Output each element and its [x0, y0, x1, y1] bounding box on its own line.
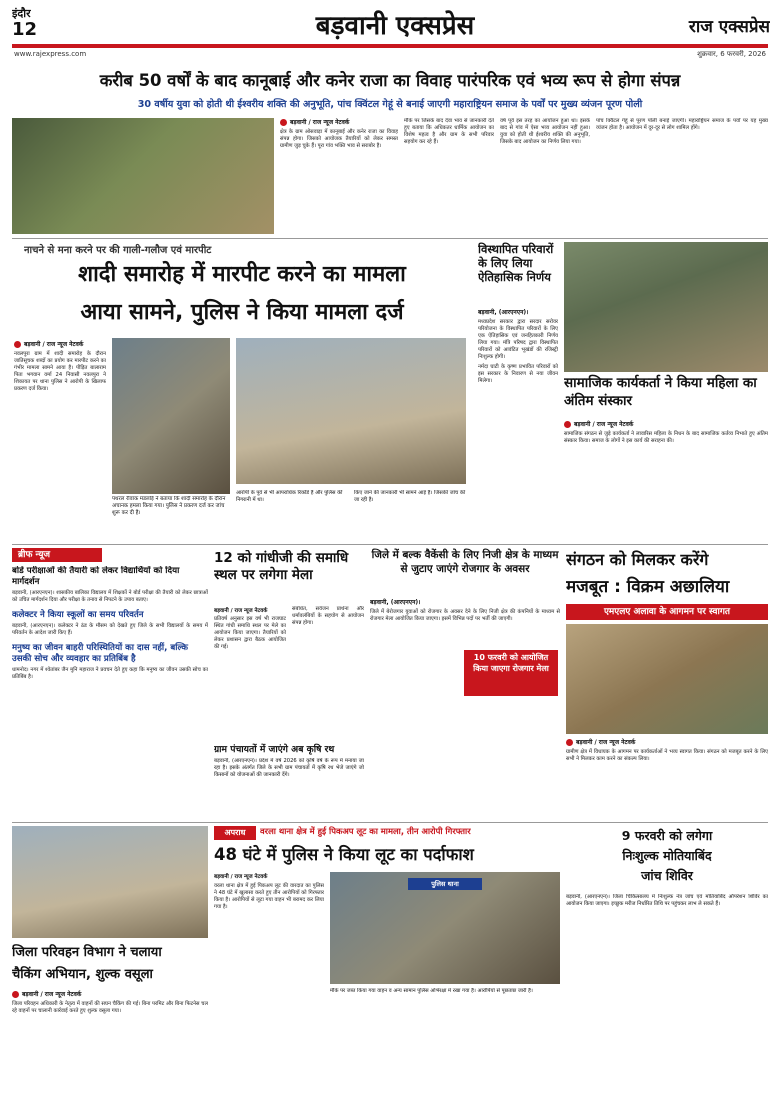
brief-t2: बड़वानी, (आरएनएन)। कलेक्टर ने ठंड के मौसम को देखते हुए जिले के सभी विद्यालयों के समय में परिवर्तन के आदेश जारी किए हैं।	[12, 623, 208, 636]
lead-text-1: क्षेत्र के ग्राम ओसवाड़ा में कानूबाई और कनेर राजा का विवाह संपन्न होगा। जिसको आयोजक तैयारियों को लेकर समस्त ग्रामीण जुड़ चुके हैं। पूरा गांव भक्ति भाव से सराबोर है।	[280, 129, 398, 149]
lead-text-3: वर्ष पूर्व इस तरह का आयोजन हुआ था। इसके बाद से गांव में ऐसा भव्य आयोजन नहीं हुआ। युवा को होती थी ईश्वरीय शक्ति की अनुभूति, जिसके बाद आयोजन का निर्णय लिया गया।	[500, 118, 590, 145]
camp-article	[370, 598, 560, 818]
lead-text-4: पांच क्विंटल गेहूं से पूरण पोली बनाई जाएगी। महाराष्ट्रियन समाज के पर्वों पर यह मुख्य व्यंजन होता है। आयोजन में दूर-दूर से लोग शामिल होंगे।	[596, 118, 768, 131]
page-number: 12	[12, 19, 38, 40]
crime-kicker: वरला थाना क्षेत्र में हुई पिकअप लूट का मामला, तीन आरोपी गिरफ्तार	[260, 826, 471, 836]
eye-headline-2: निःशुल्क मोतियाबिंद	[622, 848, 712, 863]
sangathan-subhead: एमएलए अलावा के आगमन पर स्वागत	[566, 604, 768, 620]
divider-lower	[12, 822, 768, 823]
funeral-byline: बड़वानी / राज न्यूज नेटवर्क	[564, 420, 768, 428]
gandhi-headline: 12 को गांधीजी की समाधि स्थल पर लगेगा मेला	[214, 550, 349, 583]
gandhi-byline: बड़वानी / राज न्यूज नेटवर्क	[214, 608, 268, 614]
crime-byline: बड़वानी / राज न्यूज नेटवर्क	[214, 874, 268, 880]
lead-article-col2	[404, 118, 494, 234]
camp-headline: जिले में बल्क वैकेंसी के लिए निजी क्षेत्र के माध्यम से जुटाए जाएंगे रोजगार के अवसर	[371, 549, 559, 575]
gandhi-text: प्रतिवर्ष अनुसार इस वर्ष भी राजघाट स्थित गांधी समाधि स्थल पर मेले का आयोजन किया जाएगा। तैयारियों को लेकर प्रशासन द्वारा बैठक आयोजित की गई।	[214, 616, 286, 650]
brief-column	[12, 566, 208, 818]
issue-date: शुक्रवार, 6 फरवरी, 2026	[697, 50, 766, 58]
gandhi-article-2	[292, 606, 364, 738]
fight-byline: बड़वानी / राज न्यूज नेटवर्क	[14, 340, 106, 348]
lead-article-col3	[500, 118, 590, 234]
brief-label: ब्रीफ न्यूज	[12, 548, 102, 562]
page-number-block	[12, 6, 82, 40]
lead-byline: बड़वानी / राज न्यूज नेटवर्क	[280, 118, 398, 126]
eye-headline-1: 9 फरवरी को लगेगा	[621, 828, 713, 843]
brief-t1: बड़वानी, (आरएनएन)। शासकीय बालिका विद्यालय में शिक्षकों ने बोर्ड परीक्षा की तैयारी को लेकर छात्राओं को उचित मार्गदर्शन दिया और परीक्षा के तनाव से निपटने के उपाय बताए।	[12, 590, 208, 603]
camp-text: जिले में बेरोजगार युवाओं को रोजगार के अवसर देने के लिए निजी क्षेत्र की कंपनियों के माध्यम से रोजगार मेला आयोजित किया जाएगा। इसमें विभिन्न पदों पर भर्ती की जाएगी।	[370, 609, 560, 622]
crime-text-2: मौके पर जब्त किया गया वाहन व अन्य सामान पुलिस अभिरक्षा में रखा गया है। आरोपियों से पूछताछ जारी है।	[330, 988, 533, 994]
heritage-byline: बड़वानी, (आरएनएन)।	[478, 309, 529, 316]
funeral-text: सामाजिक संगठन से जुड़े कार्यकर्ता ने लावारिस महिला के निधन के बाद सामाजिक कर्तव्य निभाते हुए अंतिम संस्कार किया। समाज के लोगों ने इस कार्य की सराहना की।	[564, 431, 768, 444]
sangathan-headline-1: संगठन को मिलकर करेंगे	[566, 550, 709, 569]
heritage-text: मध्यप्रदेश सरकार द्वारा सरदार सरोवर परियोजना के विस्थापित परिवारों के लिए एक ऐतिहासिक एवं जनहितकारी निर्णय लिया गया। मंत्रि परिषद द्वारा विस्थापित परिवारों को आवंटित भूखंडों की रजिस्ट्री निःशुल्क होगी।	[478, 319, 558, 360]
heritage-article	[478, 308, 558, 540]
camp-byline: बड़वानी, (आरएनएन)।	[370, 599, 421, 606]
fight-caption: पथरल रीवांक मंडलोई ने बताया कि शादी समारोह के दौरान अचानक हमला किया गया। पुलिस ने प्रकरण दर्ज कर जांच शुरू कर दी है।	[112, 496, 226, 516]
byline-dot-icon	[280, 119, 287, 126]
police-station-sign: पुलिस थाना	[408, 878, 482, 890]
funeral-photo	[564, 242, 768, 372]
crime-headline: 48 घंटे में पुलिस ने किया लूट का पर्दाफाश	[214, 845, 474, 864]
crime-photo	[330, 872, 560, 984]
fight-photo-2	[236, 338, 466, 484]
brief-h1: बोर्ड परीक्षाओं की तैयारी को लेकर विद्यार्थियों को दिया मार्गदर्शन	[12, 566, 180, 587]
fight-photo	[112, 338, 230, 494]
crime-tag: अपराध	[214, 826, 256, 840]
gandhi-subtext: बड़वानी, (आरएनएन)। प्रदेश में वर्ष 2026 को कृषि वर्ष के रूप में मनाया जा रहा है। इसके अंतर्गत जिले के सभी ग्राम पंचायतों में कृषि रथ भेजे जाएंगे जो किसानों को योजनाओं की जानकारी देंगे।	[214, 758, 364, 778]
section-title: बड़वानी एक्सप्रेस	[315, 11, 475, 41]
eye-headline-3: जांच शिविर	[641, 868, 693, 883]
heritage-headline: विस्थापित परिवारों के लिए लिया ऐतिहासिक निर्णय	[478, 242, 554, 284]
brief-h3: मनुष्य का जीवन बाहरी परिस्थितियों का दास नहीं, बल्कि उसकी सोच और व्यवहार का प्रतिबिंब है	[12, 643, 188, 664]
transport-text: जिला परिवहन अधिकारी के नेतृत्व में वाहनों की सघन चैकिंग की गई। बिना परमिट और बिना फिटनेस चल रहे वाहनों पर चालानी कार्रवाई करते हुए शुल्क वसूला गया।	[12, 1001, 208, 1014]
sangathan-photo	[566, 624, 768, 734]
fight-article-col1	[14, 340, 106, 536]
fight-text-2: आरोपी के पूर्व से भी आपराधिक रिकॉर्ड है और पुलिस की निगरानी में था।	[236, 490, 343, 503]
brief-t3: धामनोद। नगर में श्वेतांबर जैन मुनि महाराज ने प्रवचन देते हुए कहा कि मनुष्य का जीवन उसकी सोच का प्रतिबिंब है।	[12, 667, 208, 680]
heritage-text-2: नर्मदा घाटी के कृष्ण प्रभावित परिवारों को इस सरकार के निवारण से नया जीवन मिलेगा।	[478, 364, 558, 384]
lead-article-col1	[280, 118, 398, 234]
lead-photo-left	[12, 118, 274, 234]
gandhi-sub: ग्राम पंचायतों में जाएंगे अब कृषि रथ	[214, 744, 335, 755]
city-label: इंदौर	[12, 7, 31, 20]
crime-article	[214, 872, 324, 1098]
fight-headline-1: शादी समारोह में मारपीट करने का मामला	[78, 262, 406, 287]
sangathan-article	[566, 738, 768, 818]
transport-byline: बड़वानी / राज न्यूज नेटवर्क	[12, 990, 208, 998]
gandhi-text-2: संबंधित, सर्वजन प्रार्थना और धर्मावलंबियों के सहयोग से आयोजन संपन्न होगा।	[292, 606, 364, 626]
lead-subhead: 30 वर्षीय युवा को होती थी ईश्वरीय शक्ति की अनुभूति, पांच क्विंटल गेहूं से बनाई जाएगी महाराष्ट्रियन समाज के पर्वों पर मुख्य व्यंजन पूरण पोली	[137, 99, 643, 110]
sangathan-text: ग्रामीण क्षेत्र में विधायक के आगमन पर कार्यकर्ताओं ने भव्य स्वागत किया। संगठन को मजबूत करने के लिए सभी ने मिलकर काम करने का संकल्प लिया।	[566, 749, 768, 762]
eye-headline-block	[566, 826, 768, 890]
sangathan-byline: बड़वानी / राज न्यूज नेटवर्क	[566, 738, 768, 746]
byline-dot-icon	[566, 739, 573, 746]
lead-headline: करीब 50 वर्षों के बाद कानूबाई और कनेर राजा का विवाह पारंपरिक एवं भव्य रूप से होगा संपन्न	[99, 71, 681, 90]
transport-headline-1: जिला परिवहन विभाग ने चलाया	[12, 945, 162, 960]
divider-lead	[12, 238, 768, 239]
byline-dot-icon	[564, 421, 571, 428]
funeral-headline: सामाजिक कार्यकर्ता ने किया महिला का अंतिम संस्कार	[564, 375, 757, 409]
lead-text-2: मौके पर जिसके बाद देवा भाव से जानकारी देते हुए बताया कि अधिकतर धार्मिक आयोजन का विशेष महत्व है और ग्राम के सभी परिवार सहयोग कर रहे हैं।	[404, 118, 494, 145]
masthead-rule	[12, 44, 768, 48]
brief-h2: कलेक्टर ने किया स्कूलों का समय परिवर्तन	[12, 610, 144, 620]
camp-badge: 10 फरवरी को आयोजित किया जाएगा रोजगार मेला	[464, 650, 558, 696]
fight-text: नवलपुरा ग्राम में शादी समारोह के दौरान जातिसूचक शब्दों का प्रयोग कर मारपीट करने का गंभीर मामला सामने आया है। पीड़ित बालाराम पिता भगवान वर्मा 24 निवासी नवलपुरा ने शिकायत पर थाना पुलिस ने आरोपी के खिलाफ प्रकरण दर्ज किया।	[14, 351, 106, 392]
transport-headline-2: चैकिंग अभियान, शुल्क वसूला	[12, 967, 153, 982]
fight-kicker: नाचने से मना करने पर की गाली-गलौज एवं मारपीट	[24, 245, 212, 256]
lead-article-col4	[596, 118, 768, 234]
site-url[interactable]: www.rajexpress.com	[14, 50, 87, 58]
sangathan-headline-2: मजबूत : विक्रम अछालिया	[566, 577, 730, 597]
byline-dot-icon	[14, 341, 21, 348]
brand-name: राज एक्सप्रेस	[688, 17, 770, 37]
fight-headline-2: आया सामने, पुलिस ने किया मामला दर्ज	[80, 300, 404, 325]
gandhi-article	[214, 606, 286, 738]
crime-text: वरला थाना क्षेत्र में हुई पिकअप लूट की वारदात का पुलिस ने 48 घंटे में खुलासा करते हुए तीन आरोपियों को गिरफ्तार किया है। आरोपियों से लूटा गया वाहन भी बरामद कर लिया गया है।	[214, 883, 324, 910]
funeral-article	[564, 420, 768, 540]
fight-text-3: किए जाने की जानकारी भी सामने आई है। जिसकी जांच की जा रही है।	[354, 490, 466, 503]
transport-photo	[12, 826, 208, 938]
transport-article	[12, 990, 208, 1098]
divider-mid	[12, 544, 768, 545]
eye-text: बड़वानी, (आरएनएन)। जिला चिकित्सालय में निःशुल्क नेत्र जांच एवं मोतियाबिंद ऑपरेशन शिविर का आयोजन किया जाएगा। इच्छुक मरीज निर्धारित तिथि पर पहुंचकर लाभ ले सकते हैं।	[566, 894, 768, 907]
byline-dot-icon	[12, 991, 19, 998]
